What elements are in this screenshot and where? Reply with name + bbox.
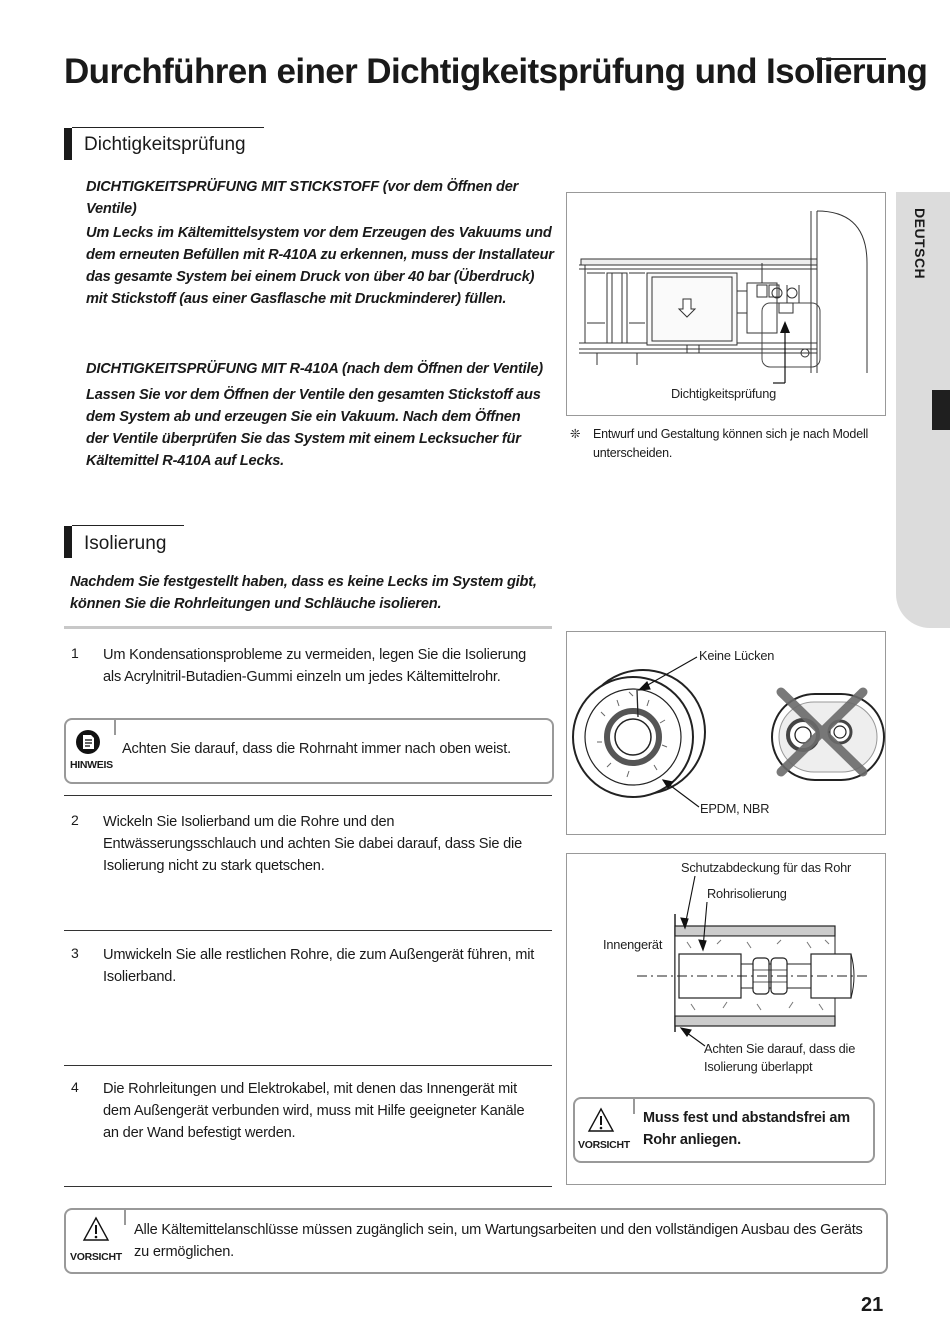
step-divider xyxy=(64,930,552,931)
step-divider xyxy=(64,1186,552,1187)
insulation-overlap-figure xyxy=(566,853,886,1185)
step-number: 1 xyxy=(71,645,79,661)
step-text: Die Rohrleitungen und Elektrokabel, mit denen das Innengerät mit dem Außengerät verbunden wird, muss mit Hilfe geeigneter Kanäle an der Wand befestigt werden. xyxy=(103,1081,525,1141)
side-tab-label: DEUTSCH xyxy=(912,208,928,280)
note-label: HINWEIS xyxy=(70,759,113,771)
note-text: Achten Sie darauf, dass die Rohrnaht immer nach oben weist. xyxy=(122,741,511,757)
side-tab-marker xyxy=(932,390,950,430)
no-gaps-label: Keine Lücken xyxy=(699,648,775,663)
step-number: 2 xyxy=(71,812,79,828)
section-bar xyxy=(64,128,72,160)
step-number: 3 xyxy=(71,945,79,961)
step-divider xyxy=(64,1065,552,1066)
header-rule xyxy=(816,58,886,60)
step-number: 4 xyxy=(71,1079,79,1095)
overlap-label: Achten Sie darauf, dass die Isolierung überlappt xyxy=(704,1041,856,1074)
pipe-cover-label: Schutzabdeckung für das Rohr xyxy=(681,860,852,875)
leak-test-drawing xyxy=(567,193,885,415)
material-label: EPDM, NBR xyxy=(700,801,770,816)
steps-top-rule xyxy=(64,626,552,629)
figure-caution-box xyxy=(573,1097,875,1163)
note-symbol: ❊ xyxy=(570,427,581,441)
warning-triangle-icon xyxy=(587,1107,615,1133)
design-note: Entwurf und Gestaltung können sich je nach Modell unterscheiden. xyxy=(593,427,869,460)
figure-caution-text: Muss fest und abstandsfrei am Rohr anliegen. xyxy=(643,1110,850,1148)
pipe-insulation-label: Rohrisolierung xyxy=(707,886,787,901)
section-rule xyxy=(72,525,184,526)
leak-test-figure xyxy=(566,192,886,416)
step-text: Um Kondensationsprobleme zu vermeiden, legen Sie die Isolierung als Acrylnitril-Butadien-Gummi einzeln um jedes Kältemittelrohr. xyxy=(103,647,527,685)
insulation-cross-section-figure xyxy=(566,631,886,835)
nitrogen-title: DICHTIGKEITSPRÜFUNG MIT STICKSTOFF (vor dem Öffnen der Ventile) xyxy=(86,179,519,217)
section-bar xyxy=(64,526,72,558)
warning-triangle-icon xyxy=(82,1216,110,1242)
step-text: Umwickeln Sie alle restlichen Rohre, die zum Außengerät führen, mit Isolierband. xyxy=(103,947,535,985)
section-heading-insulation: Isolierung xyxy=(84,533,167,554)
leak-test-figure-label: Dichtigkeitsprüfung xyxy=(671,386,777,401)
note-icon xyxy=(75,729,101,755)
page-title: Durchführen einer Dichtigkeitsprüfung und Isolierung xyxy=(64,52,928,91)
step-text: Wickeln Sie Isolierband um die Rohre und den Entwässerungsschlauch und achten Sie dabei darauf, dass Sie die Isolierung nicht zu stark quetschen. xyxy=(103,814,523,874)
step-divider xyxy=(64,795,552,796)
page-number: 21 xyxy=(861,1294,884,1316)
note-box xyxy=(64,718,554,784)
figure-caution-label: VORSICHT xyxy=(578,1139,630,1151)
bottom-caution-box xyxy=(64,1208,888,1274)
r410a-text: Lassen Sie vor dem Öffnen der Ventile den gesamten Stickstoff aus dem System ab und erzeugen Sie ein Vakuum. Nach dem Öffnen der Ventile überprüfen Sie das System mit einem Lecksucher für Kältemittel R-410A auf Lecks. xyxy=(86,387,541,469)
callout-arrow xyxy=(773,321,790,383)
section-rule xyxy=(72,127,264,128)
insulation-intro: Nachdem Sie festgestellt haben, dass es keine Lecks im System gibt, können Sie die Rohrleitungen und Schläuche isolieren. xyxy=(70,574,537,612)
bottom-caution-text: Alle Kältemittelanschlüsse müssen zugänglich sein, um Wartungsarbeiten und den vollständigen Ausbau des Geräts zu ermöglichen. xyxy=(134,1222,863,1260)
section-heading-leak-test: Dichtigkeitsprüfung xyxy=(84,134,246,155)
bottom-caution-label: VORSICHT xyxy=(70,1251,122,1263)
nitrogen-text: Um Lecks im Kältemittelsystem vor dem Erzeugen des Vakuums und dem erneuten Befüllen mit R-410A zu erkennen, muss der Installateur das gesamte System bei einem Druck von über 40 bar (Überdruck) mit Stickstoff (aus einer Gasflasche mit Druckminderer) füllen. xyxy=(86,225,554,307)
r410a-title: DICHTIGKEITSPRÜFUNG MIT R-410A (nach dem Öffnen der Ventile) xyxy=(86,361,543,377)
indoor-unit-label: Innengerät xyxy=(603,937,663,952)
